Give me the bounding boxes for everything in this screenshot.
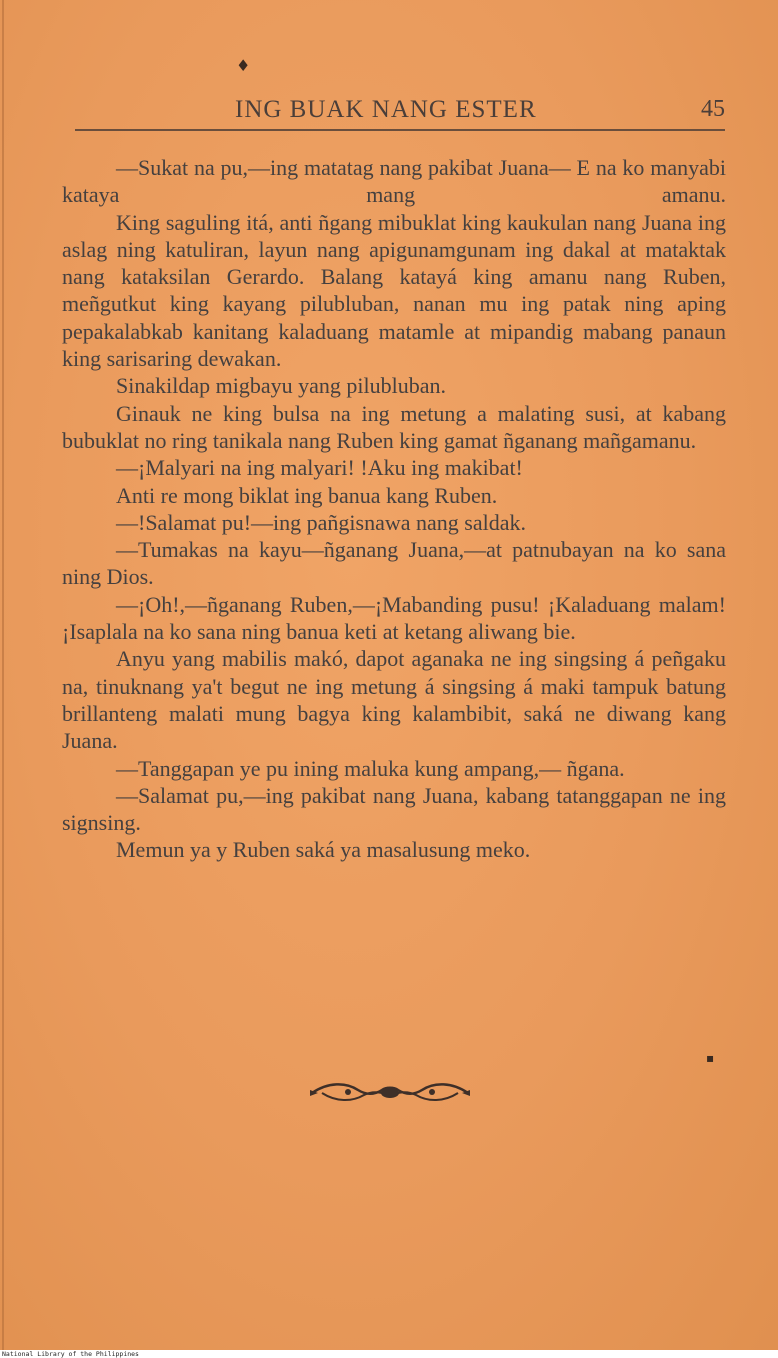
body-text	[62, 154, 726, 864]
paragraph: Memun ya y Ruben saká ya masalusung meko.	[116, 837, 531, 863]
ornament-icon	[308, 1078, 472, 1108]
paragraph: —Salamat pu,—ing pakibat nang Juana, kabang tatanggapan ne ing signsing.	[62, 782, 726, 836]
paragraph: —!Salamat pu!—ing pañgisnawa nang saldak.	[116, 509, 526, 535]
paragraph: —Tumakas na kayu—ñganang Juana,—at patnubayan na ko sana ning Dios.	[62, 537, 726, 590]
page-edge-line	[2, 0, 4, 1350]
paragraph: Anti re mong biklat ing banua kang Ruben.	[116, 482, 498, 508]
library-credit: National Library of the Philippines	[2, 1350, 139, 1358]
ink-speck: ▪	[706, 1051, 715, 1065]
header-rule	[75, 129, 725, 131]
paragraph: —¡Oh!,—ñganang Ruben,—¡Mabanding pusu! ¡Kaladuang malam! ¡Isaplala na ko sana ning banua keti at ketang aliwang bie.	[62, 591, 726, 645]
paragraph: Ginauk ne king bulsa na ing metung a malating susi, at kabang bubuklat no ring tanikala nang Ruben king gamat ñganang mañgamanu.	[62, 400, 726, 453]
paragraph: Sinakildap migbayu yang pilubluban.	[116, 373, 446, 399]
paragraph: Anyu yang mabilis makó, dapot aganaka ne ing singsing á peñgaku na, tinuknang ya't begut ne ing metung á singsing á maki tampuk batung brillanteng malati mung bagya king kalambibit, saká ne diwang kang Juana.	[62, 646, 726, 754]
paragraph: —¡Malyari na ing malyari! !Aku ing makibat!	[116, 455, 523, 481]
paragraph: King saguling itá, anti ñgang mibuklat king kaukulan nang Juana ing aslag ning katuliran, layun nang apigunamgunam ing dakal at mataktak nang kataksilan Gerardo. Balang katayá king amanu nang Ruben, meñgutkut king kayang pilubluban, nanan mu ing patak ning aping pepakalabkab kanitang kaladuang matamle at mipandig mabang panaun king sarisaring dewakan.	[62, 209, 726, 372]
running-header	[75, 96, 725, 130]
running-title: ING BUAK NANG ESTER	[235, 96, 537, 123]
ink-speck: ♦	[236, 56, 251, 75]
paragraph: —Sukat na pu,—ing matatag nang pakibat Juana— E na ko manyabi kataya mang amanu.	[62, 155, 726, 208]
paragraph: —Tanggapan ye pu ining maluka kung ampang,— ñgana.	[116, 755, 625, 781]
page-number: 45	[701, 96, 725, 122]
